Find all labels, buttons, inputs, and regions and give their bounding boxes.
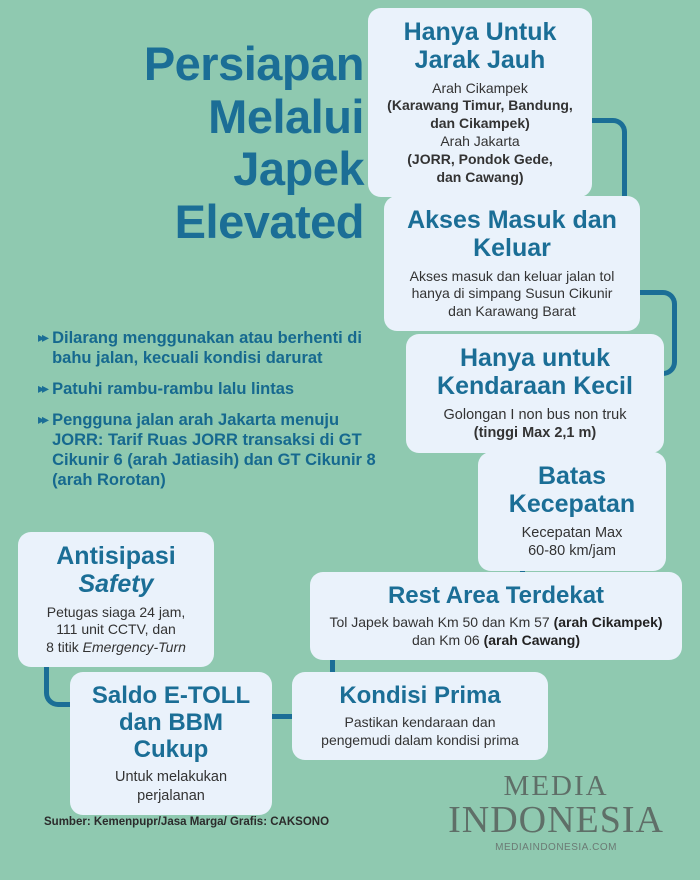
- card-jarak-jauh: [368, 8, 592, 197]
- card-rest-area: [310, 572, 682, 660]
- card-saldo-etoll: [70, 672, 272, 815]
- card-body-line: Golongan I non bus non truk: [443, 406, 627, 423]
- card-body-line: pengemudi dalam kondisi prima: [321, 732, 519, 749]
- card-akses-masuk-keluar: [384, 196, 640, 331]
- card-batas-kecepatan: [478, 452, 666, 571]
- card-title: Rest Area Terdekat: [387, 582, 605, 609]
- logo-line-1: MEDIA: [503, 770, 609, 802]
- card-body-line: Pastikan kendaraan dan: [344, 714, 496, 731]
- card-body: [322, 614, 670, 650]
- card-body-line: Untuk melakukan: [114, 769, 228, 786]
- source-credit: Sumber: Kemenpupr/Jasa Marga/ Grafis: CAKSONO: [44, 816, 330, 828]
- bullet-text-2: Patuhi rambu-rambu lalu lintas: [52, 380, 295, 398]
- title-line-4: Elevated: [174, 194, 364, 248]
- card-body-line: Petugas siaga 24 jam,: [46, 603, 186, 620]
- bullet-text-1: Dilarang menggunakan atau berhenti di bahu jalan, kecuali kondisi darurat: [52, 329, 362, 367]
- logo-url: MEDIAINDONESIA.COM: [495, 841, 617, 853]
- card-title: Batas Kecepatan: [508, 462, 636, 519]
- card-body-line: Akses masuk dan keluar jalan tol: [409, 267, 615, 284]
- card-kondisi-prima: [292, 672, 548, 760]
- title-line-3: Japek: [233, 142, 364, 196]
- card-body-line: 8 titik Emergency-Turn: [46, 639, 186, 656]
- chevron-right-icon: ▸▸: [38, 380, 47, 396]
- card-antisipasi-safety: [18, 532, 214, 667]
- card-title-italic: Safety: [78, 570, 154, 599]
- card-body: [396, 268, 628, 322]
- list-item: [38, 410, 378, 490]
- card-body-line: Arah Cikampek: [432, 79, 528, 96]
- card-body-line: (tinggi Max 2,1 m): [473, 425, 597, 442]
- page-title: [34, 38, 364, 249]
- card-body-line: dan Km 06 (arah Cawang): [411, 632, 581, 649]
- card-body-line: Kecepatan Max: [521, 524, 623, 541]
- card-body-line: perjalanan: [137, 787, 205, 804]
- list-item: [38, 328, 378, 368]
- bullet-text-3: Pengguna jalan arah Jakarta menuju JORR: Tarif Ruas JORR transaksi di GT Cikunir 6 (arah Jatiasih) dan GT Cikunir 8 (arah Rorotan): [52, 411, 376, 489]
- card-body-line: hanya di simpang Susun Cikunir: [411, 285, 613, 302]
- card-body: [490, 524, 654, 561]
- card-title: Antisipasi: [56, 542, 176, 570]
- card-body-line: Arah Jakarta: [440, 133, 520, 150]
- card-body: [304, 714, 536, 750]
- list-item: [38, 379, 378, 399]
- chevron-right-icon: ▸▸: [38, 329, 47, 345]
- title-line-1: Persiapan: [143, 37, 364, 90]
- card-title: Akses Masuk dan Keluar: [407, 206, 617, 263]
- card-body: [380, 80, 580, 187]
- media-indonesia-logo: [448, 772, 664, 853]
- card-body-line: (Karawang Timur, Bandung,: [387, 97, 573, 114]
- logo-line-2: INDONESIA: [448, 799, 664, 841]
- card-body-line: 111 unit CCTV, dan: [56, 621, 176, 638]
- card-body-line: 60-80 km/jam: [528, 543, 616, 560]
- card-body-line: dan Cawang): [436, 169, 524, 186]
- card-title: Kondisi Prima: [339, 682, 501, 709]
- card-body: [82, 768, 260, 805]
- card-title: Hanya untuk Kendaraan Kecil: [437, 344, 633, 401]
- bullet-list: [38, 328, 378, 501]
- card-title: Saldo E-TOLL dan BBM Cukup: [91, 682, 251, 764]
- card-body-line: dan Cikampek): [430, 115, 530, 132]
- card-kendaraan-kecil: [406, 334, 664, 453]
- card-body-line: dan Karawang Barat: [448, 303, 576, 320]
- chevron-right-icon: ▸▸: [38, 411, 47, 427]
- card-title: Hanya Untuk Jarak Jauh: [403, 18, 557, 75]
- card-body: [418, 406, 652, 443]
- card-body-line: Tol Japek bawah Km 50 dan Km 57 (arah Cikampek): [329, 614, 663, 631]
- title-line-2: Melalui: [208, 89, 364, 143]
- card-body: [30, 604, 202, 658]
- card-body-line: (JORR, Pondok Gede,: [407, 151, 553, 168]
